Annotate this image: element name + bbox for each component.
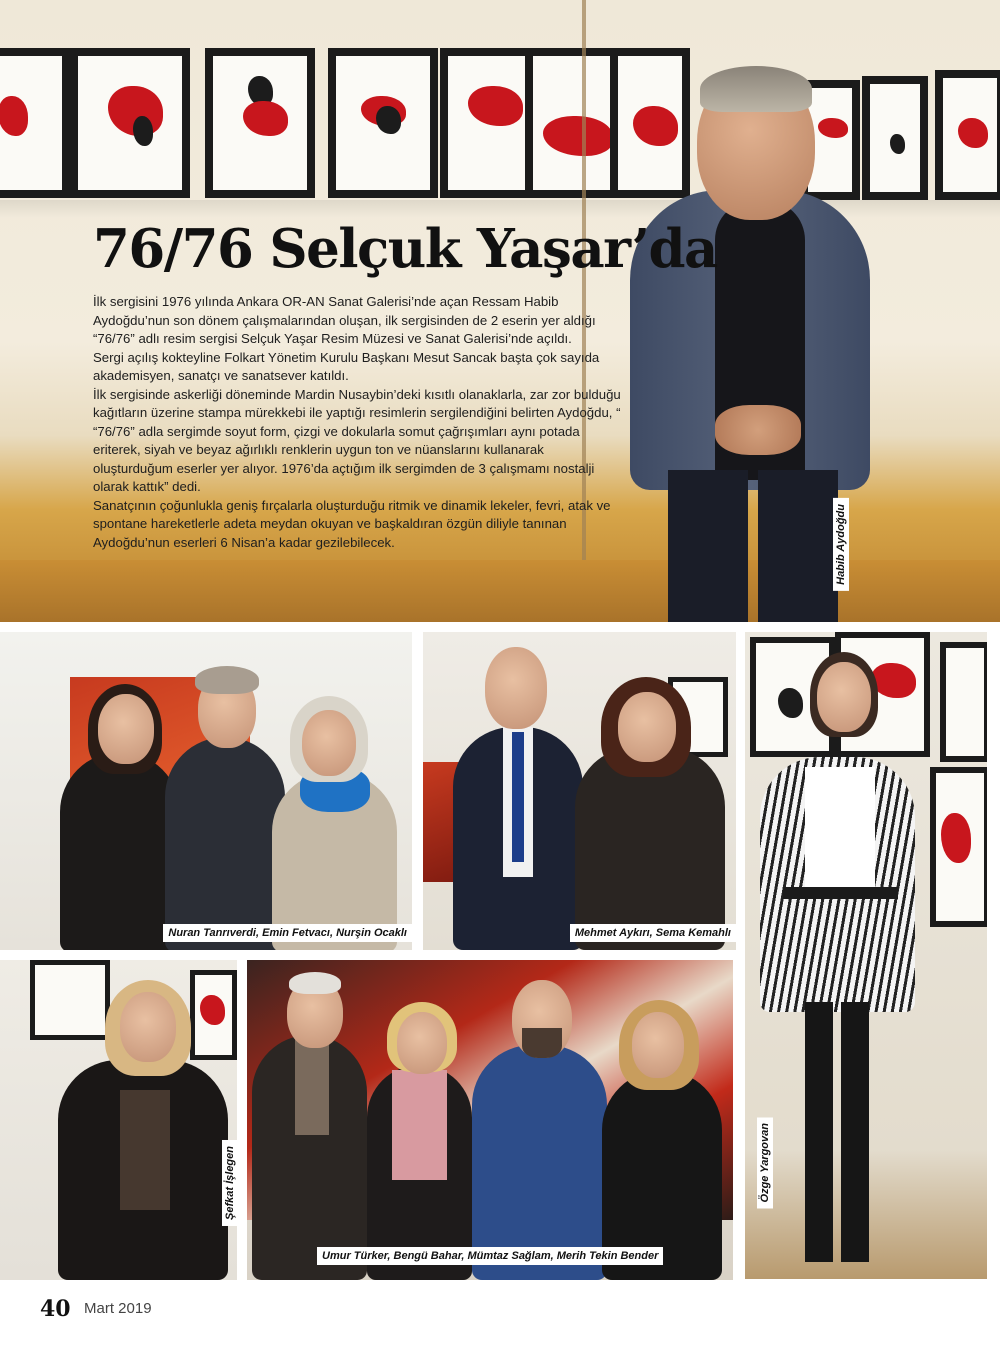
photo-guests-5-caption: Umur Türker, Bengü Bahar, Mümtaz Sağlam, Merih Tekin Bender: [317, 1247, 663, 1265]
man-hands: [715, 405, 801, 455]
artwork-frame: [525, 48, 620, 198]
person-head: [618, 692, 676, 762]
person: [472, 1045, 607, 1280]
person: [575, 747, 725, 950]
person-head: [485, 647, 547, 729]
artwork-frame: [190, 970, 237, 1060]
person-top: [805, 767, 875, 887]
man-leg-left: [668, 470, 748, 622]
person-head: [98, 694, 154, 764]
photo-guest-3: [745, 632, 987, 1279]
article-paragraph: İlk sergisini 1976 yılında Ankara OR-AN Sanat Galerisi’nde açan Ressam Habib Aydoğdu’nun son dönem çalışmalarından oluşan, ilk sergisinden de 2 eserin yer aldığı “76/76” adlı resim sergisi Selçuk Yaşar Resim Müzesi ve Sanat Galerisi’nde açıldı.: [93, 294, 596, 346]
photo-guests-1: [0, 632, 412, 950]
artwork-frame: [940, 642, 987, 762]
person: [165, 737, 285, 950]
artwork-frame: [328, 48, 438, 198]
photo-guests-5: [247, 960, 733, 1280]
artwork-frame: [930, 767, 987, 927]
person-head: [817, 662, 871, 732]
tie: [512, 732, 524, 862]
photo-guests-1-caption: Nuran Tanrıverdi, Emin Fetvacı, Nurşin Ocaklı: [163, 924, 412, 942]
pink-top: [392, 1070, 447, 1180]
person-head: [632, 1012, 684, 1078]
artwork-frame: [610, 48, 690, 198]
hero-photo: [0, 0, 1000, 622]
article-body: [93, 293, 623, 552]
person-leg-right: [841, 1002, 869, 1262]
article-paragraph: Sergi açılış kokteyline Folkart Yönetim Kurulu Başkanı Mesut Sancak başta çok sayıda akademisyen, sanatçı ve sanatsever katıldı.: [93, 349, 600, 383]
beard: [522, 1028, 562, 1058]
man-hair: [700, 66, 812, 112]
person-head: [120, 992, 176, 1062]
page-number: 40: [40, 1296, 71, 1322]
photo-guests-2-caption: Mehmet Aykırı, Sema Kemahlı: [570, 924, 736, 942]
photo-guest-3-caption: Özge Yargovan: [757, 1117, 773, 1208]
man-leg-right: [758, 470, 838, 622]
artwork-frame: [30, 960, 110, 1040]
belt: [783, 887, 898, 899]
photo-guests-2: [423, 632, 736, 950]
person-hair: [289, 972, 341, 994]
article-title: 76/76 Selçuk Yaşar’da: [93, 218, 717, 280]
person-head: [397, 1012, 447, 1074]
artwork-frame: [70, 48, 190, 198]
person-hair: [195, 666, 259, 694]
artwork-frame: [862, 76, 928, 200]
wall-shadow: [0, 200, 1000, 218]
photo-guest-4: [0, 960, 237, 1280]
person-top: [120, 1090, 170, 1210]
issue-date: Mart 2019: [84, 1300, 152, 1317]
article-paragraph: İlk sergisinde askerliği döneminde Mardin Nusaybin’deki kısıtlı olanaklarla, zar zor bulduğu kağıtların üzerine stampa mürekkebi ile yaptığı resimlerin sergilendiğini belirten Aydoğdu, “ “76/76” adla sergimde soyut form, çizgi ve dokularla somut çağrışımları aynı potada eriterek, siyah ve beyaz ağırlıklı renklerin uygun ton ve nüanslarını kullanarak oluşturduğum eserler yer alıyor. 1976’da açtığım ilk sergimden de 3 çalışmamı nostalji olarak kattık” dedi.: [93, 386, 621, 494]
scarf: [295, 1035, 329, 1135]
person-head: [302, 710, 356, 776]
article-paragraph: Sanatçının çoğunlukla geniş fırçalarla oluşturduğu ritmik ve dinamik lekeler, fevri, atak ve spontane hareketlerle adeta meydan okuyan ve başkaldıran özgün diliyle tanınan Aydoğdu’nun eserleri 6 Nisan’a kadar gezilebilecek.: [93, 497, 611, 550]
photo-guest-4-caption: Şefkat İşlegen: [222, 1140, 237, 1226]
hero-caption: Habib Aydoğdu: [833, 498, 849, 591]
artwork-frame: [205, 48, 315, 198]
artwork-frame: [935, 70, 1000, 200]
person: [60, 752, 180, 950]
floor: [0, 560, 1000, 622]
artwork-frame: [0, 48, 70, 198]
person-leg-left: [805, 1002, 833, 1262]
